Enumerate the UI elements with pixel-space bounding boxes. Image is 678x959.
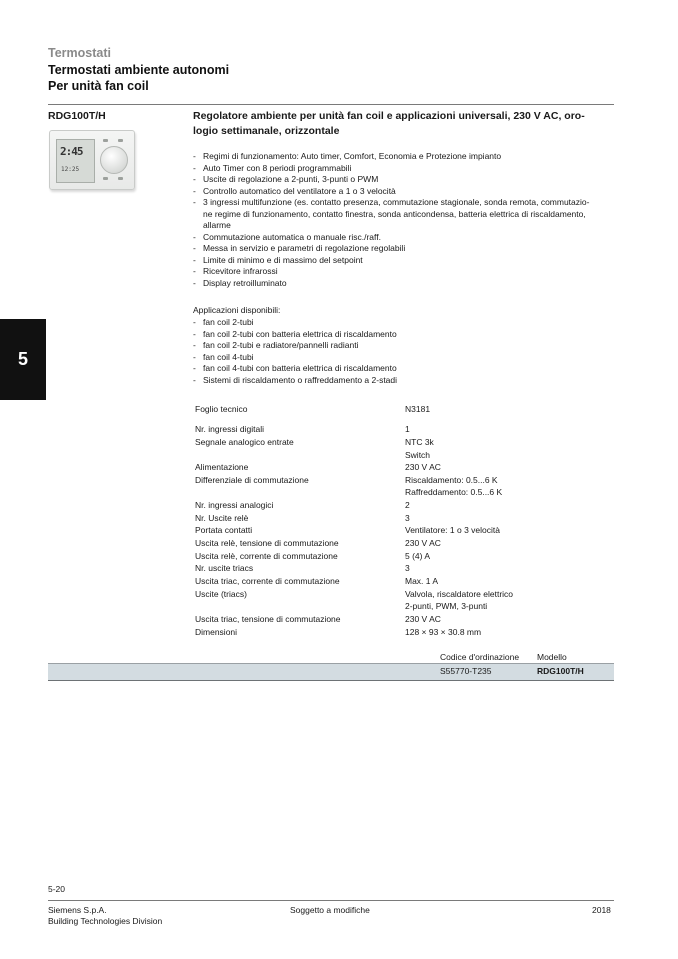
spec-row (195, 613, 441, 626)
footer-note: Soggetto a modifiche (290, 905, 370, 915)
spec-row (195, 550, 431, 563)
chapter-tab: 5 (0, 319, 46, 400)
application-item: - fan coil 2-tubi e radiatore/pannelli radianti (193, 340, 618, 352)
device-button (103, 139, 108, 142)
device-button (118, 139, 123, 142)
model-header: Modello (537, 652, 567, 662)
spec-value: 5 (4) A (405, 551, 431, 561)
spec-row (195, 588, 514, 601)
applications-heading: Applicazioni disponibili: (193, 305, 281, 315)
spec-value: 1 (405, 424, 410, 434)
footer-divider (48, 900, 614, 901)
spec-value: 128 × 93 × 30.8 mm (405, 627, 482, 637)
footer-year: 2018 (592, 905, 611, 915)
page-number: 5-20 (48, 884, 66, 894)
order-code-header: Codice d'ordinazione (440, 652, 520, 662)
spec-label: Portata contatti (195, 525, 253, 535)
spec-row (195, 562, 410, 575)
application-item: - fan coil 2-tubi con batteria elettrica di riscaldamento (193, 329, 618, 341)
device-display-time: 2:45 (60, 145, 83, 158)
spec-row (195, 403, 431, 416)
spec-value: Valvola, riscaldatore elettrico (405, 589, 514, 599)
category-heading: Termostati (48, 46, 111, 60)
product-title-line: logio settimanale, orizzontale (193, 125, 340, 137)
spec-label: Differenziale di commutazione (195, 475, 309, 485)
feature-item: - Messa in servizio e parametri di regolazione regolabili (193, 243, 618, 255)
device-display-small: 12:25 (61, 166, 80, 173)
feature-item-continued: ne regime di funzionamento, contatto finestra, sonda anticondensa, batteria elettrica di riscaldamento, (203, 208, 586, 219)
spec-value: 3 (405, 513, 410, 523)
applications-list (193, 317, 618, 386)
feature-item: - Auto Timer con 8 periodi programmabili (193, 163, 618, 175)
application-item: - fan coil 4-tubi (193, 352, 618, 364)
product-code: RDG100T/H (48, 110, 106, 122)
application-item: - fan coil 2-tubi (193, 317, 618, 329)
spec-label: Uscita relè, tensione di commutazione (195, 538, 339, 548)
spec-row (195, 537, 441, 550)
product-title-line: Regolatore ambiente per unità fan coil e applicazioni universali, 230 V AC, oro- (193, 110, 585, 122)
feature-item-continued: allarme (203, 220, 231, 230)
device-button (103, 177, 108, 180)
spec-value: 2-punti, PWM, 3-punti (405, 601, 488, 611)
spec-value: Riscaldamento: 0.5...6 K (405, 475, 498, 485)
order-code: S55770-T235 (440, 666, 492, 676)
spec-value: NTC 3k (405, 437, 434, 447)
spec-label: Alimentazione (195, 462, 249, 472)
spec-label: Uscita triac, tensione di commutazione (195, 614, 341, 624)
spec-value: 3 (405, 563, 410, 573)
device-button (118, 177, 123, 180)
spec-row (195, 626, 482, 639)
spec-row (195, 474, 498, 487)
spec-label: Uscita relè, corrente di commutazione (195, 551, 338, 561)
spec-label: Nr. Uscite relè (195, 513, 249, 523)
spec-row (195, 499, 410, 512)
spec-row (195, 524, 500, 537)
spec-value: Raffreddamento: 0.5...6 K (405, 487, 503, 497)
device-knob (100, 146, 128, 174)
spec-value: N3181 (405, 404, 431, 414)
spec-label: Nr. ingressi digitali (195, 424, 264, 434)
spec-row (195, 423, 410, 436)
feature-item: - Display retroilluminato (193, 278, 618, 290)
spec-row (195, 436, 434, 449)
page-subtitle: Per unità fan coil (48, 79, 149, 93)
feature-item: - Ricevitore infrarossi (193, 266, 618, 278)
application-item: - Sistemi di riscaldamento o raffreddamento a 2-stadi (193, 375, 618, 387)
spec-value: Ventilatore: 1 o 3 velocità (405, 525, 500, 535)
spec-row (195, 461, 441, 474)
spec-row (195, 512, 410, 525)
order-model: RDG100T/H (537, 666, 584, 676)
spec-row (195, 575, 439, 588)
division-name: Building Technologies Division (48, 916, 163, 926)
thermostat-image (49, 130, 135, 190)
spec-label: Foglio tecnico (195, 404, 248, 414)
spec-value: 230 V AC (405, 538, 441, 548)
feature-item: - Commutazione automatica o manuale risc./raff. (193, 232, 618, 244)
product-title (193, 109, 615, 139)
header-divider (48, 104, 614, 105)
spec-value: 230 V AC (405, 462, 441, 472)
spec-value: Switch (405, 450, 431, 460)
order-row (48, 663, 614, 681)
footer-company (48, 905, 162, 927)
spec-value: 230 V AC (405, 614, 441, 624)
feature-list (193, 151, 618, 289)
spec-label: Dimensioni (195, 627, 238, 637)
spec-label: Uscita triac, corrente di commutazione (195, 576, 340, 586)
feature-item: - 3 ingressi multifunzione (es. contatto presenza, commutazione stagionale, sonda remota, commutazio- (193, 197, 618, 209)
spec-value: Max. 1 A (405, 576, 439, 586)
page-title: Termostati ambiente autonomi (48, 63, 230, 77)
application-item: - fan coil 4-tubi con batteria elettrica di riscaldamento (193, 363, 618, 375)
feature-item: - Controllo automatico del ventilatore a 1 o 3 velocità (193, 186, 618, 198)
spec-label: Segnale analogico entrate (195, 437, 294, 447)
spec-label: Uscite (triacs) (195, 589, 247, 599)
device-display (56, 139, 95, 183)
feature-item: - Regimi di funzionamento: Auto timer, Comfort, Economia e Protezione impianto (193, 151, 618, 163)
company-name: Siemens S.p.A. (48, 905, 107, 915)
spec-label: Nr. ingressi analogici (195, 500, 274, 510)
spec-value: 2 (405, 500, 410, 510)
feature-item: - Uscite di regolazione a 2-punti, 3-punti o PWM (193, 174, 618, 186)
spec-label: Nr. uscite triacs (195, 563, 254, 573)
feature-item: - Limite di minimo e di massimo del setpoint (193, 255, 618, 267)
